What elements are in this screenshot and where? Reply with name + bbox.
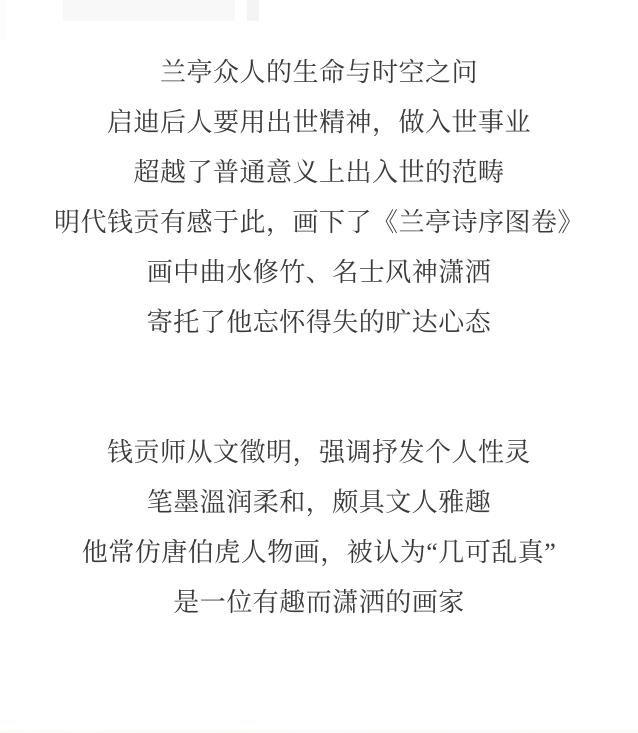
text-line: 明代钱贡有感于此，画下了《兰亭诗序图卷》 [53,208,584,237]
text-line: 笔墨溫润柔和，颇具文人雅趣 [146,488,492,517]
text-line: 超越了普通意义上出入世的范畴 [133,158,505,187]
text-line: 启迪后人要用出世精神，做入世事业 [106,108,531,137]
text-line: 他常仿唐伯虎人物画，被认为“几可乱真” [81,538,557,567]
paragraph-qiangong [0,428,638,628]
text-line: 是一位有趣而潇洒的画家 [173,588,465,617]
paragraph-lanting [0,48,638,348]
text-line: 钱贡师从文徵明，强调抒发个人性灵 [106,438,531,467]
text-line: 画中曲水修竹、名士风神潇洒 [146,258,492,287]
text-line: 寄托了他忘怀得失的旷达心态 [146,308,492,337]
text-line: 兰亭众人的生命与时空之问 [159,58,478,87]
